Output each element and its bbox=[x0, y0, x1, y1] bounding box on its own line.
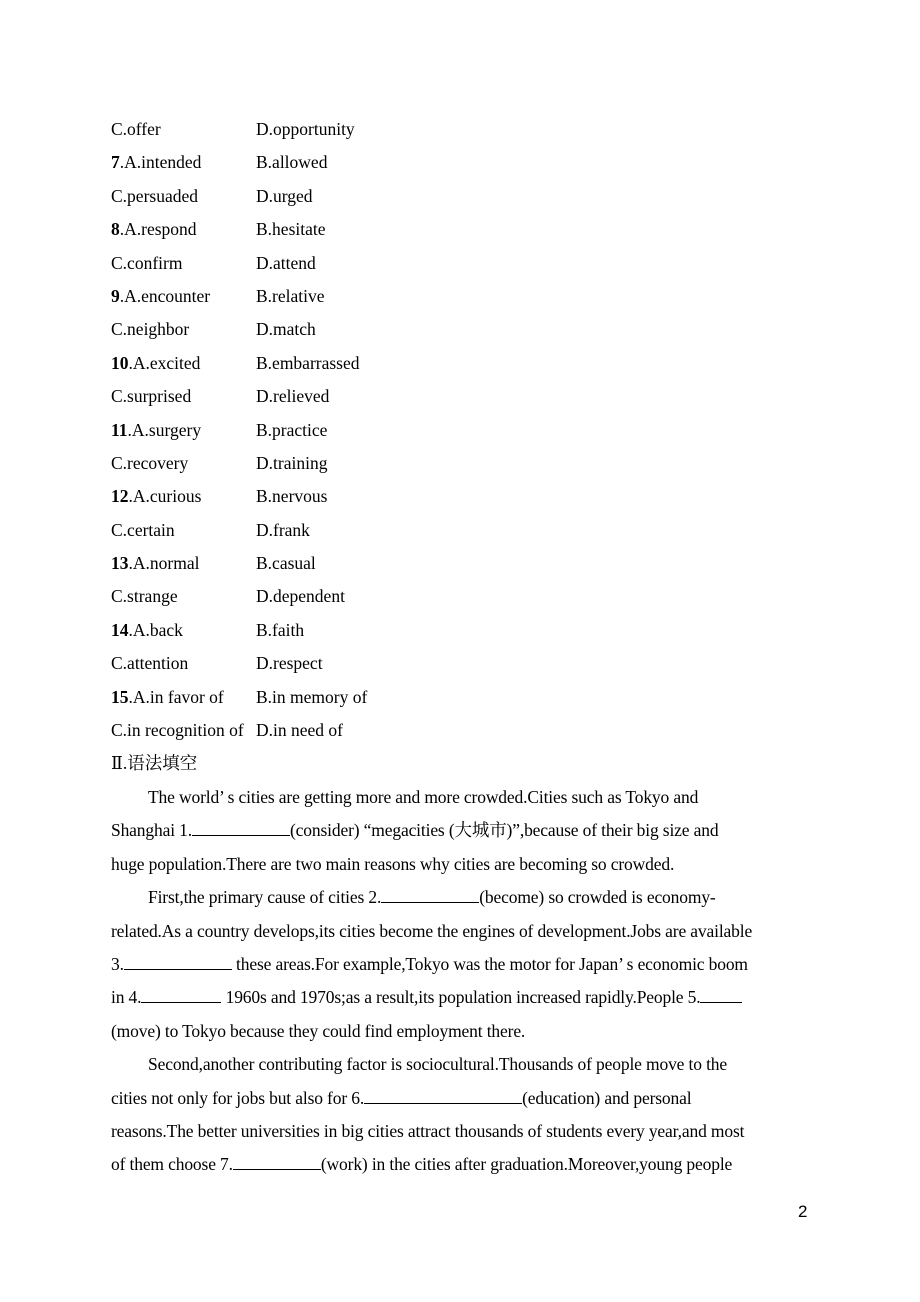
passage-line: reasons.The better universities in big cities attract thousands of students every year,and most bbox=[111, 1120, 745, 1141]
passage-line: The world’ s cities are getting more and more crowded.Cities such as Tokyo and bbox=[148, 787, 699, 807]
question-number: 7 bbox=[111, 152, 120, 173]
question-number: 13 bbox=[111, 553, 129, 574]
option-left: C.surprised bbox=[111, 386, 192, 407]
question-number: 10 bbox=[111, 352, 129, 373]
option-left: 10.A.excited bbox=[111, 352, 201, 373]
option-left: C.certain bbox=[111, 519, 175, 540]
question-number: 11 bbox=[111, 419, 128, 440]
option-left: 13.A.normal bbox=[111, 553, 200, 574]
option-right: D.respect bbox=[256, 653, 323, 674]
passage-line: 3. these areas.For example,Tokyo was the motor for Japan’ s economic boom bbox=[111, 953, 748, 974]
option-right: D.urged bbox=[256, 185, 313, 206]
page-number: 2 bbox=[798, 1202, 808, 1221]
blank-3[interactable] bbox=[124, 954, 232, 970]
option-left: C.neighbor bbox=[111, 319, 190, 340]
option-left: 8.A.respond bbox=[111, 219, 197, 240]
option-left: 15.A.in favor of bbox=[111, 686, 224, 707]
option-right: D.dependent bbox=[256, 586, 345, 607]
passage-line: in 4. 1960s and 1970s;as a result,its population increased rapidly.People 5. bbox=[111, 985, 811, 1018]
question-number: 12 bbox=[111, 486, 129, 507]
option-left: 11.A.surgery bbox=[111, 419, 202, 440]
option-left: C.confirm bbox=[111, 252, 183, 273]
passage-line: related.As a country develops,its cities become the engines of development.Jobs are available bbox=[111, 920, 753, 941]
option-right: B.embarrassed bbox=[256, 352, 360, 373]
option-left: C.in recognition of bbox=[111, 720, 244, 741]
grammar-passage bbox=[111, 785, 811, 1186]
option-left: C.persuaded bbox=[111, 185, 198, 206]
option-left: 9.A.encounter bbox=[111, 285, 211, 306]
passage-line: Second,another contributing factor is sociocultural.Thousands of people move to the bbox=[148, 1054, 727, 1075]
passage-line: Shanghai 1. (consider) “megacities (大城市)”,because of their big size and bbox=[111, 820, 719, 841]
passage-line: First,the primary cause of cities 2. (become) so crowded is economy- bbox=[148, 887, 716, 908]
option-left: C.attention bbox=[111, 653, 189, 674]
blank-7[interactable] bbox=[233, 1154, 321, 1170]
blank-1[interactable] bbox=[192, 820, 290, 836]
option-right: D.opportunity bbox=[256, 119, 355, 139]
blank-6[interactable] bbox=[364, 1088, 522, 1104]
option-right: D.in need of bbox=[256, 720, 343, 741]
question-number: 8 bbox=[111, 219, 120, 240]
option-left: 12.A.curious bbox=[111, 486, 202, 507]
option-left: 7.A.intended bbox=[111, 152, 202, 173]
option-left: C.strange bbox=[111, 586, 178, 607]
passage-line: huge population.There are two main reasons why cities are becoming so crowded. bbox=[111, 853, 675, 874]
blank-2[interactable] bbox=[381, 887, 479, 903]
passage-line: of them choose 7. (work) in the cities after graduation.Moreover,young people bbox=[111, 1154, 733, 1175]
option-right: B.hesitate bbox=[256, 219, 326, 240]
question-number: 14 bbox=[111, 619, 129, 640]
option-right: B.relative bbox=[256, 285, 325, 306]
option-right: B.practice bbox=[256, 419, 328, 440]
option-left: 14.A.back bbox=[111, 619, 183, 640]
passage-line: cities not only for jobs but also for 6. (education) and personal bbox=[111, 1087, 692, 1108]
blank-5[interactable] bbox=[700, 987, 742, 1003]
passage-line: (move) to Tokyo because they could find employment there. bbox=[111, 1020, 526, 1041]
option-right: D.attend bbox=[256, 252, 316, 273]
option-right: D.match bbox=[256, 319, 316, 340]
blank-4[interactable] bbox=[141, 987, 221, 1003]
option-right: B.casual bbox=[256, 553, 316, 574]
question-number: 9 bbox=[111, 285, 120, 306]
section-heading: Ⅱ.语法填空 bbox=[111, 753, 198, 773]
option-right: B.in memory of bbox=[256, 686, 368, 707]
option-right: D.relieved bbox=[256, 386, 330, 407]
option-right: D.frank bbox=[256, 519, 310, 540]
option-right: D.training bbox=[256, 452, 328, 473]
option-right: B.nervous bbox=[256, 486, 328, 507]
option-left: C.offer bbox=[111, 119, 161, 139]
option-right: B.allowed bbox=[256, 152, 328, 173]
option-left: C.recovery bbox=[111, 452, 189, 473]
question-number: 15 bbox=[111, 686, 129, 707]
option-right: B.faith bbox=[256, 619, 305, 640]
